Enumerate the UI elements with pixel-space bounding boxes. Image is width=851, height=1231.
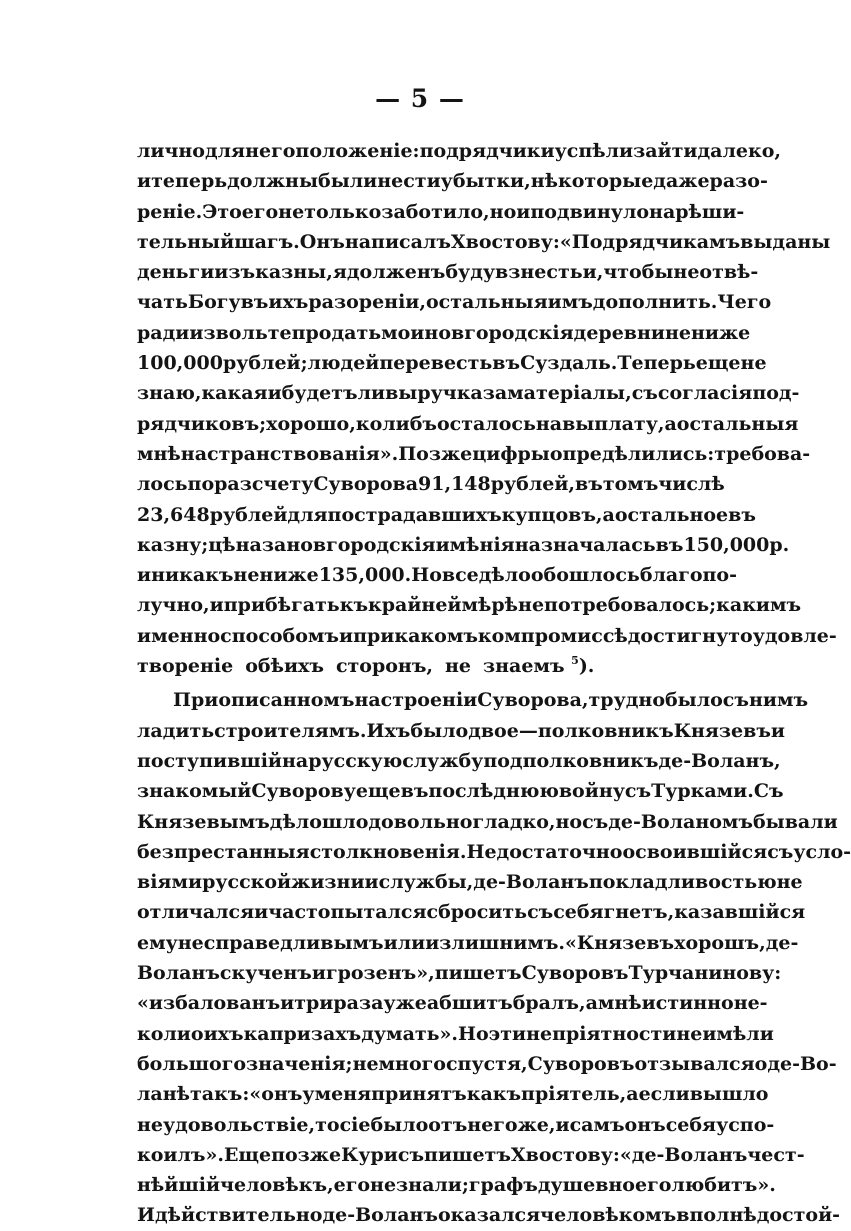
text-line: 100,000 рублей; людей перевесть въ Суздаль. Теперь еще не: [137, 352, 767, 375]
body-text: [137, 136, 851, 1231]
text-line: казну; цѣна за новгородскія имѣнія назначалась въ 150,000 р.: [137, 533, 790, 556]
text-line: віями русской жизни и службы, де-Воланъ покладливостью не: [137, 871, 803, 894]
text-line: тельный шагъ. Онъ написалъ Хвостову: «Подрядчикамъ выданы: [137, 230, 831, 253]
text-line: ладить строителямъ. Ихъ было двое — полковникъ Князевъ и: [137, 719, 786, 742]
text-line: При описанномъ настроеніи Суворова, трудно было съ нимъ: [173, 689, 809, 712]
text-line: знакомый Суворову еще въ послѣднюю войну съ Турками. Съ: [137, 780, 784, 803]
text-line: лично для него положеніе: подрядчики успѣли зайти далеко,: [137, 140, 781, 162]
text-line: коилъ». Еще позже Курисъ пишетъ Хвостову: «де-Воланъ чест-: [137, 1143, 805, 1166]
text-line: большого значенія; немного спустя, Суворовъ отзывался о де-Во-: [137, 1052, 837, 1075]
text-line: ради извольте продать мои новгородскія деревни не ниже: [137, 321, 751, 344]
paragraph: [137, 136, 837, 681]
text-line: лось по разсчету Суворова 91,148 рублей, въ томъ числѣ: [137, 473, 725, 496]
text-line: Князевымъ дѣло шло довольно гладко, но съ де-Воланомъ бывали: [137, 810, 838, 833]
text-line: поступившій на русскую службу подполковникъ де-Воланъ,: [137, 749, 781, 772]
text-line: мнѣ на странствованія». Позже цифры опредѣлились: требова-: [137, 442, 811, 465]
text-line: лучно, и прибѣгать къ крайней мѣрѣ не потребовалось; какимъ: [137, 594, 802, 617]
text-line: чать Богу въ ихъ разореніи, остальныя имъ дополнить. Чего: [137, 291, 772, 314]
text-line: рядчиковъ; хорошо, коли бъ осталось на выплату, а остальныя: [137, 412, 799, 435]
paragraph: [137, 685, 851, 1230]
text-line: безпрестанныя столкновенія. Недостаточно освоившійся съ усло-: [137, 840, 851, 863]
page-number: — 5 —: [375, 84, 465, 113]
text-line: И дѣйствительно де-Воланъ оказался человѣкомъ вполнѣ достой-: [137, 1204, 841, 1227]
text-line: отличался и часто пытался сбросить съ себя гнетъ, казавшійся: [137, 901, 806, 924]
text-line: и никакъ не ниже 135,000. Но все дѣло обошлось благопо-: [137, 564, 737, 587]
text-line: 23,648 рублей для пострадавшихъ купцовъ, а остальное въ: [137, 503, 756, 526]
text-line: деньги изъ казны, я долженъ буду взнесть и, чтобы не отвѣ-: [137, 261, 759, 284]
footnote-mark: 5: [571, 654, 579, 668]
text-line: твореніе обѣихъ сторонъ, не знаемъ $^5$).: [137, 654, 595, 678]
text-line: знаю, какая и будетъ ли выручка за матеріалы, съ согласія под-: [137, 382, 800, 405]
text-line: коли о ихъ капризахъ думать». Но эти непріятности не имѣли: [137, 1022, 774, 1045]
text-line: Воланъ скученъ и грозенъ», пишетъ Суворовъ Турчанинову:: [137, 962, 782, 985]
text-line: ему несправедливымъ или излишнимъ. «Князевъ хорошъ, де-: [137, 931, 799, 954]
text-line: нѣйшій человѣкъ, его не знали; графъ душевно его любитъ».: [137, 1174, 776, 1197]
text-line: «избалованъ и три раза уже абшитъ бралъ, а мнѣ истинно не-: [137, 992, 768, 1015]
text-line: неудовольствіе, то сіе было отъ него же, и самъ онъ себя успо-: [137, 1113, 775, 1136]
text-line: именно способомъ и при какомъ компромиссѣ достигнуто удовле-: [137, 624, 837, 647]
text-line: и теперь должны были нести убытки, нѣкоторые даже разо-: [137, 170, 768, 193]
text-line: ланѣ такъ: «онъ у меня принятъ какъ пріятель, а если вышло: [137, 1083, 769, 1106]
text-line: реніе. Это его не только заботило, но и подвинуло на рѣши-: [137, 200, 745, 223]
